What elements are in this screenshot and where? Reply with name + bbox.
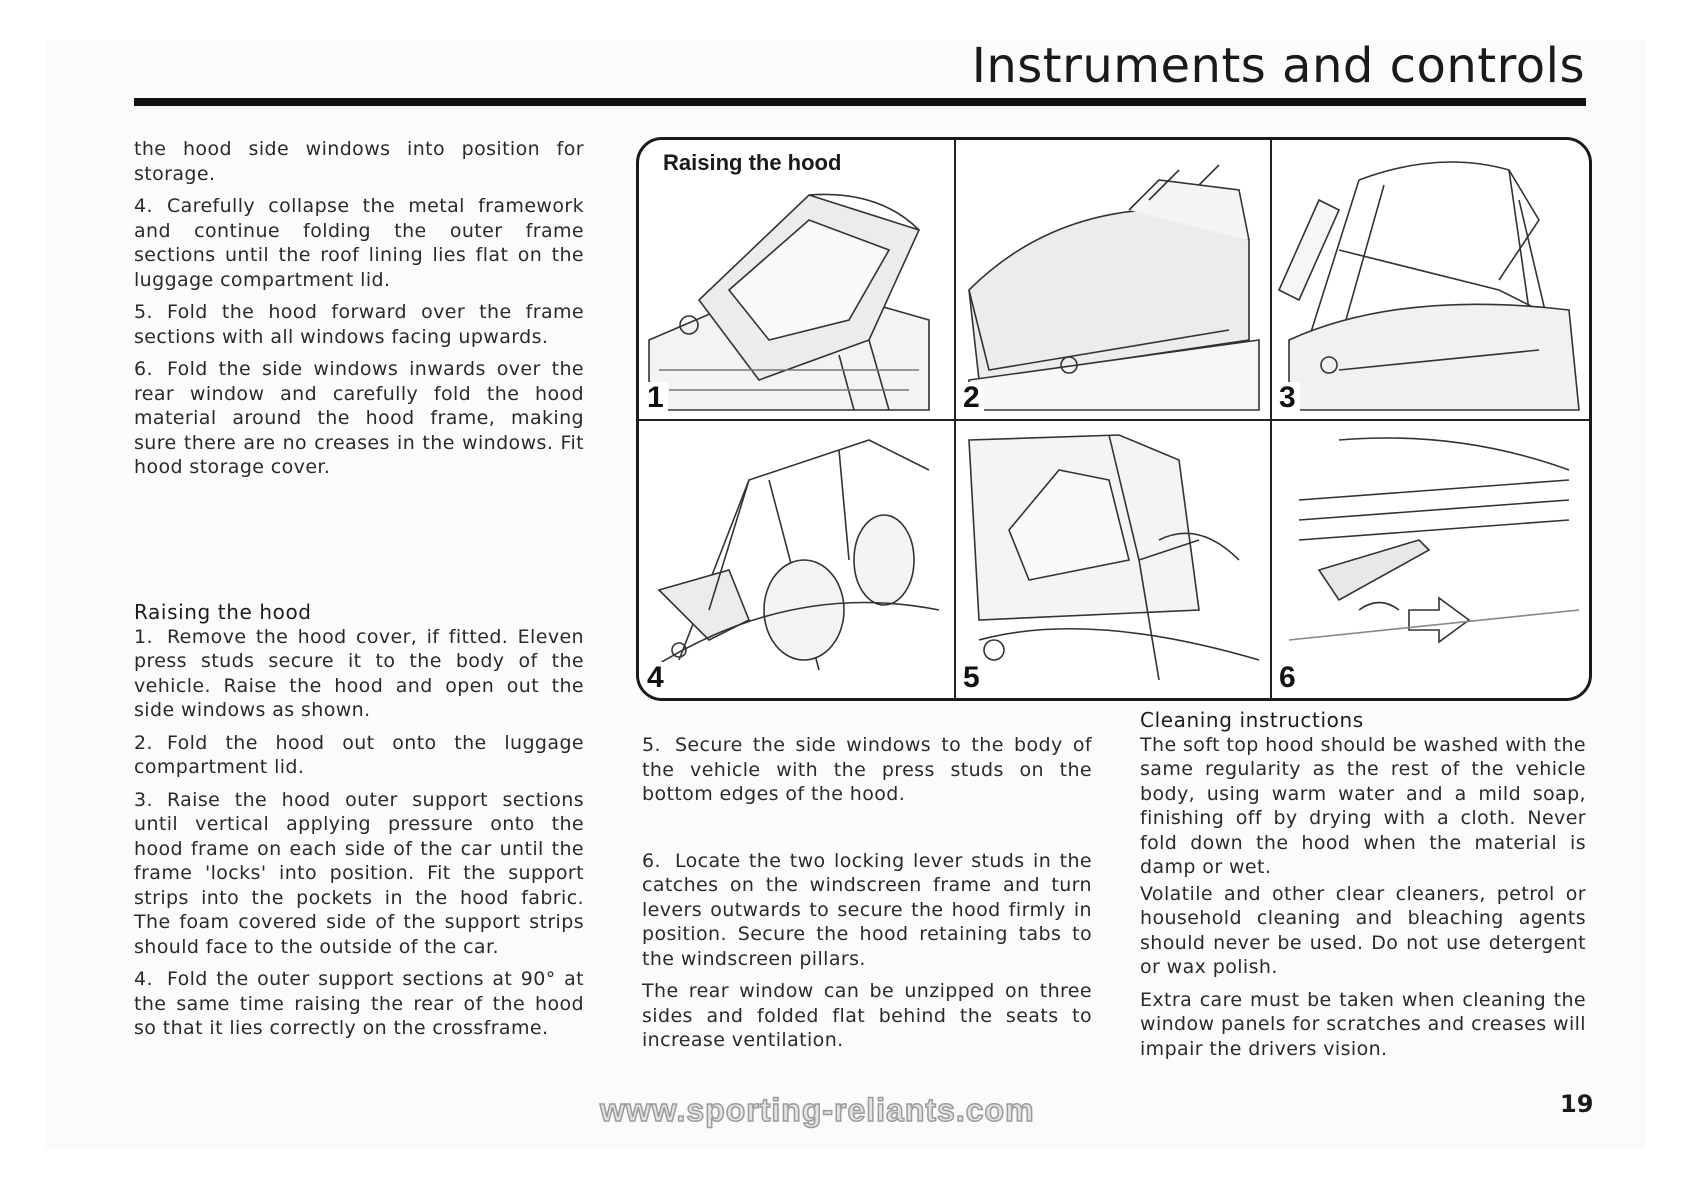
cleaning-para-2: Volatile and other clear cleaners, petrol or household cleaning and bleaching agents should never be used. Do not use detergent or wax polish. [1140, 882, 1586, 978]
watermark: www.sporting-reliants.com [600, 1092, 1035, 1128]
cleaning-para-1: The soft top hood should be washed with the same regularity as the rest of the vehicle body, using warm water and a mild soap, finishing off by drying with a cloth. Never fold down the hood when the material is damp or wet. [1140, 733, 1586, 878]
panel-label-3: 3 [1275, 382, 1300, 414]
figure-title: Raising the hood [657, 148, 847, 178]
panel-5-drawing [969, 435, 1259, 680]
raising-step-4: 4. Fold the outer support sections at 90° at the same time raising the rear of the hood so that it lies correctly on the crossframe. [134, 968, 584, 1039]
panel-3-drawing [1279, 162, 1579, 410]
header-rule [134, 98, 1586, 106]
panel-6-drawing [1289, 438, 1579, 642]
raising-step-1: 1. Remove the hood cover, if fitted. Eleven press studs secure it to the body of the vehicle. Raise the hood and open out the side windows as shown. [134, 625, 584, 721]
panel-1-drawing [649, 194, 929, 410]
raising-step-3: 3. Raise the hood outer support sections until vertical applying pressure onto the hood frame on each side of the car until the frame 'locks' into position. Fit the support strips into the pockets in the hood fabric. The foam covered side of the support strips should face to the outside of the car. [134, 788, 584, 958]
panel-label-5: 5 [959, 662, 984, 694]
step-6: 6. Fold the side windows inwards over the rear window and carefully fold the hood material around the hood frame, making sure there are no creases in the windows. Fit hood storage cover. [134, 358, 584, 478]
ventilation-note: The rear window can be unzipped on three sides and folded flat behind the seats to increase ventilation. [642, 980, 1092, 1051]
figure-illustrations [639, 140, 1589, 698]
step-5: 5. Fold the hood forward over the frame sections with all windows facing upwards. [134, 301, 584, 348]
raising-heading: Raising the hood [134, 600, 312, 624]
left-column [134, 137, 584, 488]
raising-section [134, 600, 584, 1049]
step-4: 4. Carefully collapse the metal framework and continue folding the outer frame sections until the roof lining lies flat on the luggage compartment lid. [134, 195, 584, 291]
mid-step-5: 5. Secure the side windows to the body of the vehicle with the press studs on the bottom edges of the hood. [642, 734, 1092, 805]
intro-text: the hood side windows into position for storage. [134, 138, 584, 185]
middle-column [642, 733, 1092, 1061]
panel-label-1: 1 [643, 382, 668, 414]
panel-2-drawing [969, 165, 1259, 410]
panel-label-6: 6 [1275, 662, 1300, 694]
page-number: 19 [1560, 1090, 1594, 1118]
cleaning-heading: Cleaning instructions [1140, 708, 1364, 732]
cleaning-para-3: Extra care must be taken when cleaning the window panels for scratches and creases will impair the drivers vision. [1140, 988, 1586, 1060]
mid-step-6: 6. Locate the two locking lever studs in the catches on the windscreen frame and turn levers outwards to secure the hood firmly in position. Secure the hood retaining tabs to the windscreen pillars. [642, 849, 1092, 970]
raising-hood-figure [636, 137, 1592, 701]
page-title: Instruments and controls [971, 38, 1585, 94]
raising-step-2: 2. Fold the hood out onto the luggage compartment lid. [134, 731, 584, 778]
panel-label-2: 2 [959, 382, 984, 414]
panel-4-drawing [649, 440, 939, 670]
right-column [1140, 708, 1586, 1069]
panel-label-4: 4 [643, 662, 668, 694]
